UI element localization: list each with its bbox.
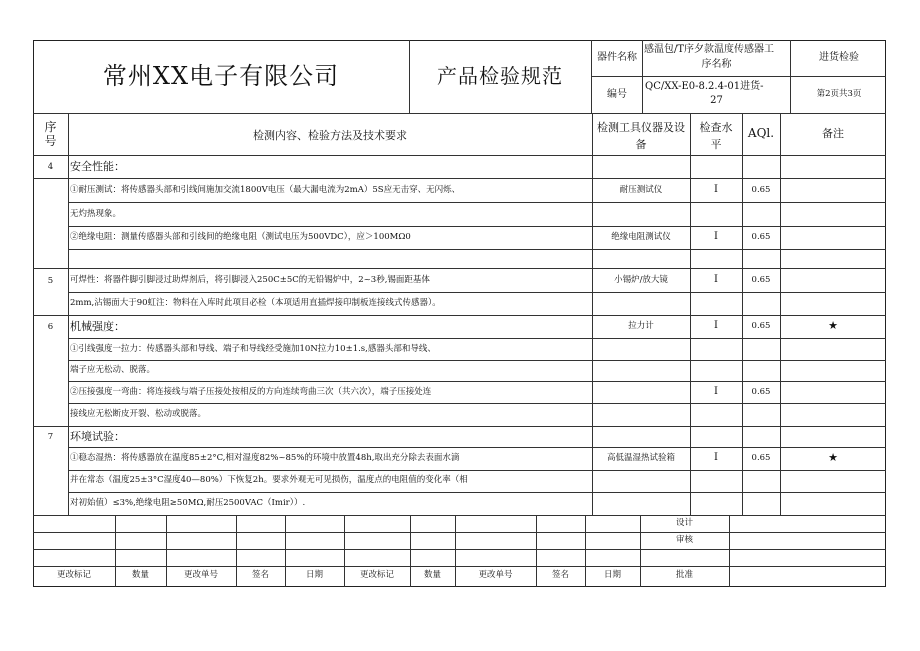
row-aql: 0.65 bbox=[751, 232, 771, 242]
row-text: ①引线强度一拉力：传感器头部和导线、端子和导线经受施加10N拉力10±1.s,感器头部和导线、 bbox=[70, 344, 436, 354]
grid-line bbox=[591, 40, 592, 113]
row-seq: 4 bbox=[47, 162, 54, 172]
grid-line bbox=[33, 515, 886, 516]
col-header-note: 备注 bbox=[822, 127, 844, 140]
row-text: ①稳态湿热：将传感器放在温度85±2°C,相对湿度82%~85%的环境中放置48h,取出充分除去表面水滴 bbox=[70, 453, 460, 463]
grid-line bbox=[68, 403, 886, 404]
grid-line bbox=[68, 492, 886, 493]
section-heading: 环境试验： bbox=[70, 430, 125, 443]
row-level: I bbox=[714, 231, 718, 242]
row-text: 无灼热现象。 bbox=[70, 209, 122, 219]
design-label: 设计 bbox=[675, 518, 693, 528]
row-tool: 绝缘电阻测试仪 bbox=[611, 232, 671, 242]
grid-line bbox=[33, 155, 886, 156]
col-header-seq: 序 bbox=[44, 120, 57, 134]
grid-line bbox=[68, 470, 886, 471]
row-tool: 耐压测试仪 bbox=[619, 185, 663, 195]
col-header-tools-line2: 备 bbox=[635, 138, 647, 151]
grid-line bbox=[642, 40, 643, 113]
grid-line bbox=[68, 360, 886, 361]
grid-line bbox=[790, 40, 791, 113]
grid-line bbox=[591, 76, 886, 77]
grid-line bbox=[68, 249, 886, 250]
col-header-seq-line2: 号 bbox=[44, 134, 57, 148]
row-level: I bbox=[714, 386, 718, 397]
col-header-level-line2: 平 bbox=[710, 138, 722, 151]
footer-change-number: 更改单号 bbox=[478, 570, 513, 580]
inspection-stage: 进货检验 bbox=[819, 52, 859, 63]
row-tool: 拉力计 bbox=[628, 321, 654, 331]
row-text: 可焊性：将器件脚引脚浸过助焊剂后，将引脚浸入250C±5C的无铅锡炉中，2~3秒,锡面距基体 bbox=[70, 275, 430, 285]
row-aql: 0.65 bbox=[751, 185, 771, 195]
grid-line bbox=[33, 566, 886, 567]
part-name-value-line2: 序名称 bbox=[701, 59, 732, 70]
row-seq: 5 bbox=[47, 276, 54, 286]
grid-line bbox=[729, 515, 730, 587]
row-text: 对初始值）≤3%,绝缘电阻≥50MΩ,耐压2500VAC（Imir））. bbox=[70, 498, 306, 508]
grid-line bbox=[68, 338, 886, 339]
footer-date: 日期 bbox=[603, 570, 621, 580]
grid-line bbox=[33, 268, 886, 269]
row-level: I bbox=[714, 274, 718, 285]
footer-signature: 签名 bbox=[551, 570, 569, 580]
grid-line bbox=[33, 315, 886, 316]
row-tool: 高低温湿热试验箱 bbox=[606, 453, 675, 463]
number-label: 编号 bbox=[607, 89, 627, 100]
grid-line bbox=[68, 113, 69, 515]
row-level: I bbox=[714, 452, 718, 463]
footer-quantity: 数量 bbox=[423, 570, 441, 580]
col-header-level: 检查水 bbox=[699, 121, 733, 134]
document-title: 产品检验规范 bbox=[437, 64, 563, 88]
grid-line bbox=[68, 202, 886, 203]
col-header-content: 检测内容、检验方法及技术要求 bbox=[253, 129, 407, 142]
row-text: 端子应无松动、脱落。 bbox=[70, 365, 156, 375]
grid-line bbox=[33, 426, 886, 427]
col-header-tools: 检测工具仪器及设 bbox=[597, 121, 685, 134]
row-text: ②压接强度一弯曲：将连接线与端子压接处按相反的方向连续弯曲三次（共六次），端子压接处连 bbox=[70, 387, 432, 397]
company-name: 常州XX电子有限公司 bbox=[102, 62, 340, 90]
footer-date: 日期 bbox=[305, 570, 323, 580]
grid-line bbox=[33, 532, 886, 533]
row-aql: 0.65 bbox=[751, 321, 771, 331]
grid-line bbox=[68, 447, 886, 448]
part-name-label: 器件名称 bbox=[597, 52, 637, 63]
row-text: 接线应无松断皮开裂、松动或脱落。 bbox=[70, 409, 207, 419]
section-heading: 机械强度： bbox=[70, 320, 125, 333]
footer-change-mark: 更改标记 bbox=[56, 570, 91, 580]
document-number-line2: 27 bbox=[710, 95, 723, 106]
section-heading: 安全性能： bbox=[70, 160, 125, 173]
row-level: I bbox=[714, 320, 718, 331]
grid-line bbox=[33, 178, 886, 179]
footer-change-mark: 更改标记 bbox=[359, 570, 394, 580]
row-aql: 0.65 bbox=[751, 275, 771, 285]
grid-line bbox=[409, 40, 410, 113]
grid-line bbox=[68, 381, 886, 382]
footer-signature: 签名 bbox=[251, 570, 269, 580]
grid-line bbox=[33, 549, 886, 550]
row-text: ②绝缘电阻：测量传感器头部和引线间的绝缘电阻（测试电压为500VDC），应＞100MΩ0 bbox=[70, 232, 411, 242]
row-text: ①耐压测试：将传感器头部和引线间施加交流1800V电压（最大漏电流为2mA）5S应无击穿、无闪烁、 bbox=[70, 185, 461, 195]
document-number: QC/XX-E0-8.2.4-01进货- bbox=[645, 81, 764, 92]
page-indicator: 第2页共3页 bbox=[816, 89, 862, 99]
key-item-star-icon: ★ bbox=[828, 451, 838, 464]
row-aql: 0.65 bbox=[751, 387, 771, 397]
row-level: I bbox=[714, 184, 718, 195]
footer-change-number: 更改单号 bbox=[183, 570, 218, 580]
review-label: 审核 bbox=[675, 535, 693, 545]
row-text: 2mm,沾锡面大于90虹注：物料在入库时此项目必检（本项适用直插焊接印制板连接线式传感器）。 bbox=[70, 298, 441, 308]
row-tool: 小锡炉/放大镜 bbox=[614, 275, 668, 285]
row-aql: 0.65 bbox=[751, 453, 771, 463]
grid-line bbox=[33, 113, 886, 114]
row-text: 并在常态（温度25±3°C湿度40—80%）下恢复2h。要求外观无可见损伤，温度点的电阻值的变化率（相 bbox=[70, 475, 468, 485]
row-seq: 7 bbox=[47, 432, 54, 442]
key-item-star-icon: ★ bbox=[828, 319, 838, 332]
grid-line bbox=[68, 226, 886, 227]
grid-line bbox=[68, 292, 886, 293]
col-header-aql: AQl. bbox=[747, 126, 775, 140]
part-name-value: 感温包/T序夕款温度传感器工 bbox=[644, 44, 775, 55]
footer-quantity: 数量 bbox=[131, 570, 149, 580]
approve-label: 批准 bbox=[675, 570, 693, 580]
row-seq: 6 bbox=[47, 322, 54, 332]
